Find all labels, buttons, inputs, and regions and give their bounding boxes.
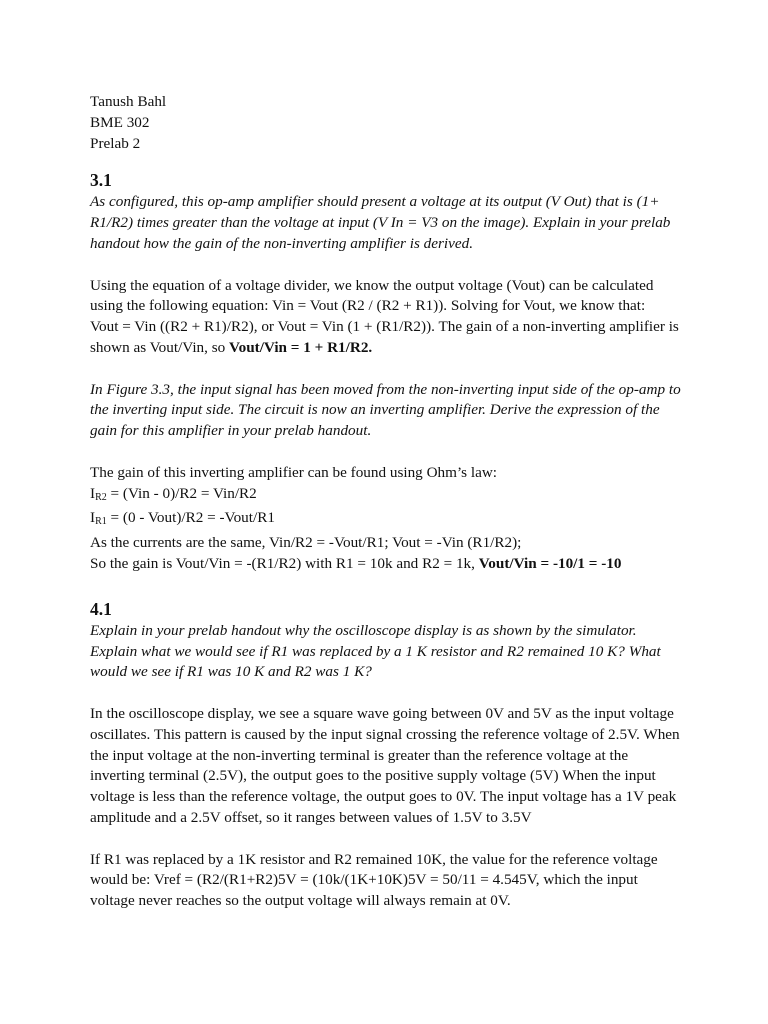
course-code: BME 302: [90, 113, 150, 131]
answer-line: In the oscilloscope display, we see a square wave going between 0V and 5V as the input voltage: [90, 704, 674, 722]
question-3-1-a: [90, 192, 690, 254]
answer-line: would be: Vref = (R2/(R1+R2)5V = (10k/(1K+10K)5V = 50/11 = 4.545V, which the input: [90, 871, 638, 889]
section-heading-3-1: 3.1: [90, 170, 112, 191]
current-r2-equation: [90, 484, 690, 509]
equation-text: = (Vin - 0)/R2 = Vin/R2: [106, 484, 257, 502]
current-subscript: R1: [95, 516, 107, 528]
equation-text: = (0 - Vout)/R2 = -Vout/R1: [106, 509, 275, 527]
question-line: As configured, this op-amp amplifier should present a voltage at its output (V Out) that is (1+: [90, 193, 660, 211]
answer-line: the input voltage at the non-inverting terminal is greater than the reference voltage at the: [90, 746, 629, 764]
question-line: handout how the gain of the non-inverting amplifier is derived.: [90, 234, 474, 252]
answer-line: The gain of this inverting amplifier can be found using Ohm’s law:: [90, 463, 498, 481]
section-heading-4-1: 4.1: [90, 598, 112, 619]
answer-4-1-a: [90, 704, 690, 829]
current-symbol: I: [90, 509, 96, 527]
question-line: gain for this amplifier in your prelab handout.: [90, 422, 372, 440]
answer-3-1-b: [90, 463, 690, 575]
answer-line: [90, 338, 690, 359]
answer-line: inverting terminal (2.5V), the output goes to the positive supply voltage (5V) When the input: [90, 767, 656, 785]
question-line: Explain in your prelab handout why the oscilloscope display is as shown by the simulator.: [90, 621, 637, 639]
gain-result-non-inverting: Vout/Vin = 1 + R1/R2.: [229, 338, 373, 356]
question-3-1-b: [90, 380, 690, 442]
question-line: the inverting input side. The circuit is now an inverting amplifier. Derive the expression of the: [90, 401, 660, 419]
question-line: would we see if R1 was 10 K and R2 was 1 K?: [90, 663, 372, 681]
current-r1-equation: [90, 508, 690, 533]
answer-line: oscillates. This pattern is caused by the input signal crossing the reference voltage of 2.5V. When: [90, 725, 680, 743]
gain-result-inverting: Vout/Vin = -10/1 = -10: [478, 554, 622, 572]
answer-4-1-b: [90, 850, 690, 912]
answer-text: shown as Vout/Vin, so: [90, 338, 230, 356]
answer-line: Vout = Vin ((R2 + R1)/R2), or Vout = Vin (1 + (R1/R2)). The gain of a non-inverting amplifier is: [90, 318, 679, 336]
answer-text: So the gain is Vout/Vin = -(R1/R2) with R1 = 10k and R2 = 1k,: [90, 554, 479, 572]
author-name: Tanush Bahl: [90, 93, 167, 110]
answer-line: amplitude and a 2.5V offset, so it ranges between values of 1.5V to 3.5V: [90, 808, 532, 826]
assignment-title: Prelab 2: [90, 134, 141, 152]
current-subscript: R2: [95, 491, 107, 503]
question-line: Explain what we would see if R1 was replaced by a 1 K resistor and R2 remained 10 K? What: [90, 642, 661, 660]
document-body: [90, 92, 690, 912]
answer-line: voltage never reaches so the output voltage will always remain at 0V.: [90, 892, 511, 910]
answer-3-1-a: [90, 276, 690, 359]
header-block: [90, 92, 690, 154]
answer-line: If R1 was replaced by a 1K resistor and R2 remained 10K, the value for the reference voltage: [90, 850, 658, 868]
question-4-1: [90, 621, 690, 683]
answer-line: Using the equation of a voltage divider, we know the output voltage (Vout) can be calculated: [90, 276, 654, 294]
current-symbol: I: [90, 484, 96, 502]
answer-line: As the currents are the same, Vin/R2 = -Vout/R1; Vout = -Vin (R1/R2);: [90, 534, 522, 552]
answer-line: voltage is less than the reference voltage, the output goes to 0V. The input voltage has a 1V peak: [90, 788, 677, 806]
answer-line: [90, 554, 690, 575]
question-line: R1/R2) times greater than the voltage at input (V In = V3 on the image). Explain in your prelab: [90, 214, 671, 232]
question-line: In Figure 3.3, the input signal has been moved from the non-inverting input side of the op-amp to: [90, 380, 681, 398]
answer-line: using the following equation: Vin = Vout (R2 / (R2 + R1)). Solving for Vout, we know that:: [90, 297, 646, 315]
